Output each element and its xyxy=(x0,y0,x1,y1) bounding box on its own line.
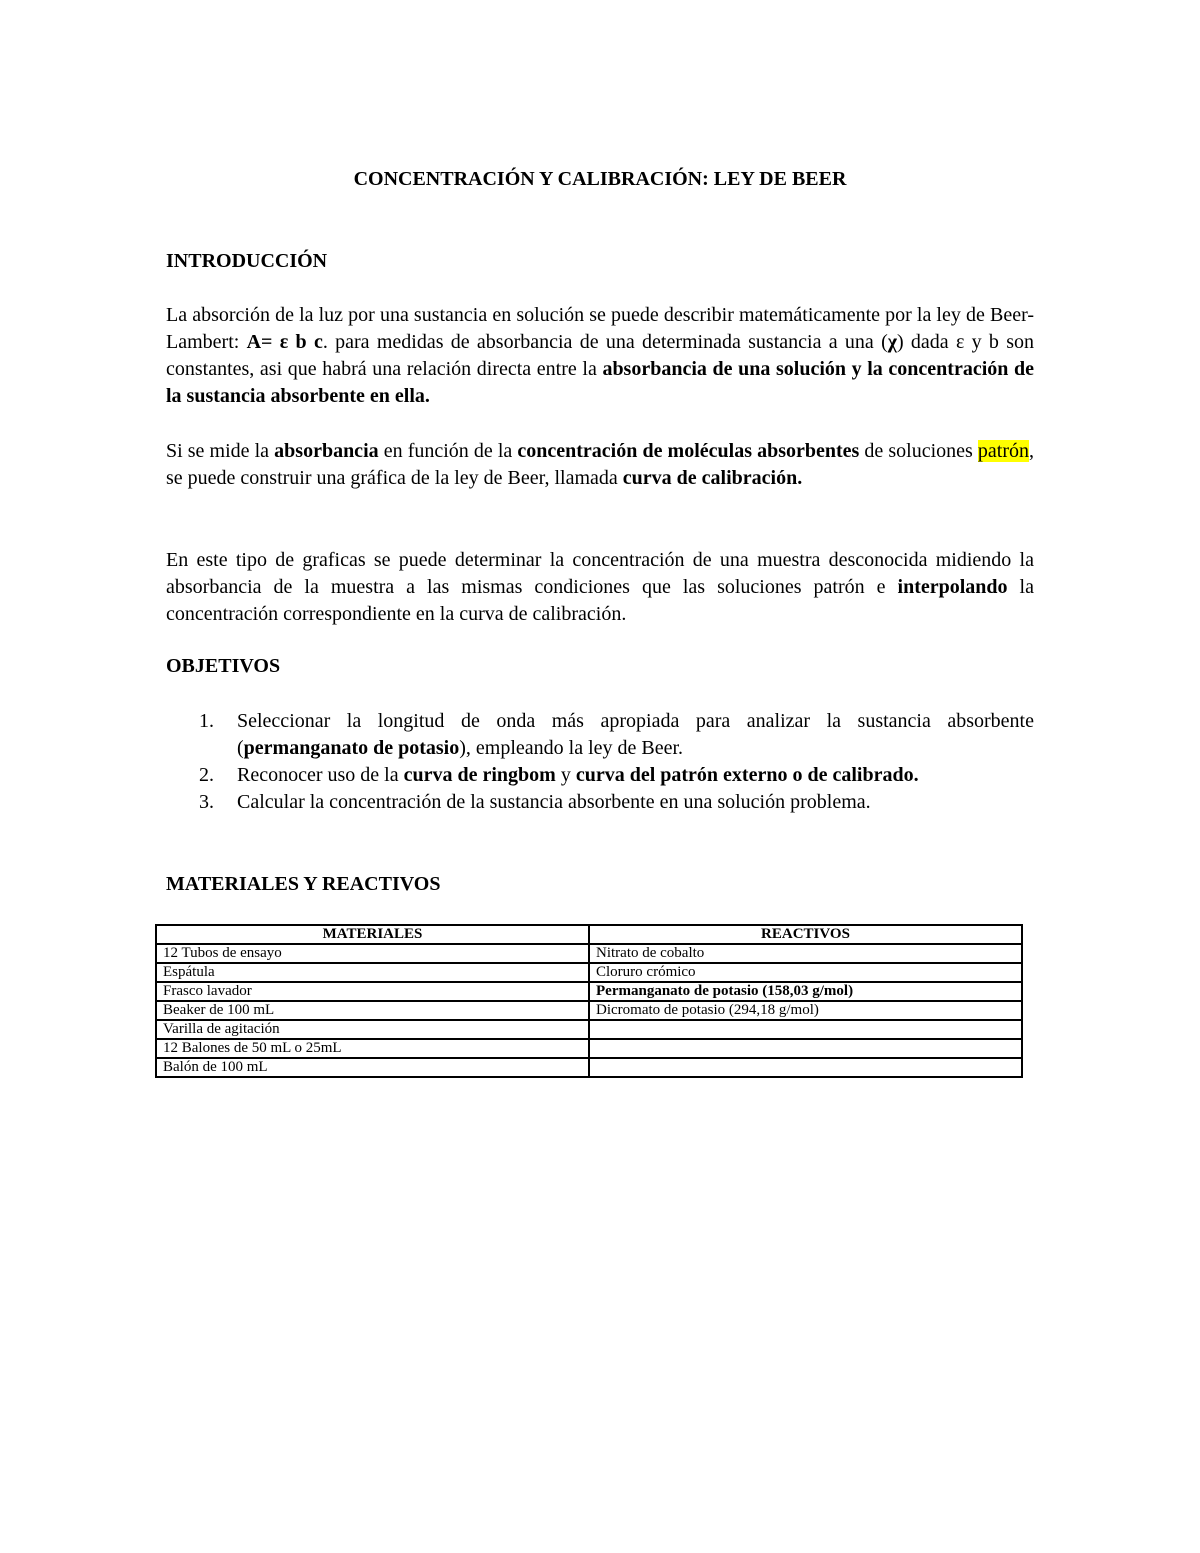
header-materiales: MATERIALES xyxy=(156,925,589,944)
table-cell: Cloruro crómico xyxy=(589,963,1022,982)
intro-paragraph-2: Si se mide la absorbancia en función de la concentración de moléculas absorbentes de soluciones patrón, se puede construir una gráfica de la ley de Beer, llamada curva de calibración. xyxy=(166,440,1035,489)
highlighted-word: patrón xyxy=(977,440,1030,462)
materials-table xyxy=(155,924,1023,1078)
table-row xyxy=(156,1039,1022,1058)
table-row xyxy=(156,963,1022,982)
list-item: 2. Reconocer uso de la curva de ringbom y curva del patrón externo o de calibrado. xyxy=(199,764,919,786)
table-cell: Espátula xyxy=(156,963,589,982)
table-row xyxy=(156,1058,1022,1077)
table-cell xyxy=(589,1020,1022,1039)
table-row xyxy=(156,1001,1022,1020)
list-item: 3. Calcular la concentración de la sustancia absorbente en una solución problema. xyxy=(199,791,871,813)
table-cell: Nitrato de cobalto xyxy=(589,944,1022,963)
table-cell xyxy=(589,1039,1022,1058)
table-header-row xyxy=(156,925,1022,944)
table-cell: Frasco lavador xyxy=(156,982,589,1001)
chi-symbol: χ xyxy=(887,331,897,353)
beer-lambert-formula: A= ε b c xyxy=(246,331,323,353)
table-cell: Varilla de agitación xyxy=(156,1020,589,1039)
intro-paragraph-3: En este tipo de graficas se puede determinar la concentración de una muestra desconocida midiendo la absorbancia de la muestra a las mismas condiciones que las soluciones patrón e interpolando la concentración correspondiente en la curva de calibración. xyxy=(166,549,1034,625)
table-row xyxy=(156,982,1022,1001)
table-cell: Dicromato de potasio (294,18 g/mol) xyxy=(589,1001,1022,1020)
table-cell: Balón de 100 mL xyxy=(156,1058,589,1077)
materiales-heading: MATERIALES Y REACTIVOS xyxy=(166,873,441,895)
table-row xyxy=(156,944,1022,963)
intro-heading: INTRODUCCIÓN xyxy=(166,250,328,272)
table-row xyxy=(156,1020,1022,1039)
table-cell: 12 Balones de 50 mL o 25mL xyxy=(156,1039,589,1058)
table-cell: Beaker de 100 mL xyxy=(156,1001,589,1020)
list-item: 1. Seleccionar la longitud de onda más apropiada para analizar la sustancia absorbente (permanganato de potasio), empleando la ley de Beer. xyxy=(199,710,1034,759)
objetivos-list xyxy=(166,708,1034,816)
objetivos-heading: OBJETIVOS xyxy=(166,655,281,677)
table-cell: Permanganato de potasio (158,03 g/mol) xyxy=(589,982,1022,1001)
intro-paragraph-1: La absorción de la luz por una sustancia en solución se puede describir matemáticamente por la ley de Beer-Lambert: A= ε b c. para medidas de absorbancia de una determinada sustancia a una (χ) dada ε y b son constantes, asi que habrá una relación directa entre la absorbancia de una solución y la concentración de la sustancia absorbente en ella. xyxy=(166,304,1034,407)
table-cell: 12 Tubos de ensayo xyxy=(156,944,589,963)
header-reactivos: REACTIVOS xyxy=(589,925,1022,944)
table-cell xyxy=(589,1058,1022,1077)
document-title: CONCENTRACIÓN Y CALIBRACIÓN: LEY DE BEER xyxy=(353,168,847,190)
